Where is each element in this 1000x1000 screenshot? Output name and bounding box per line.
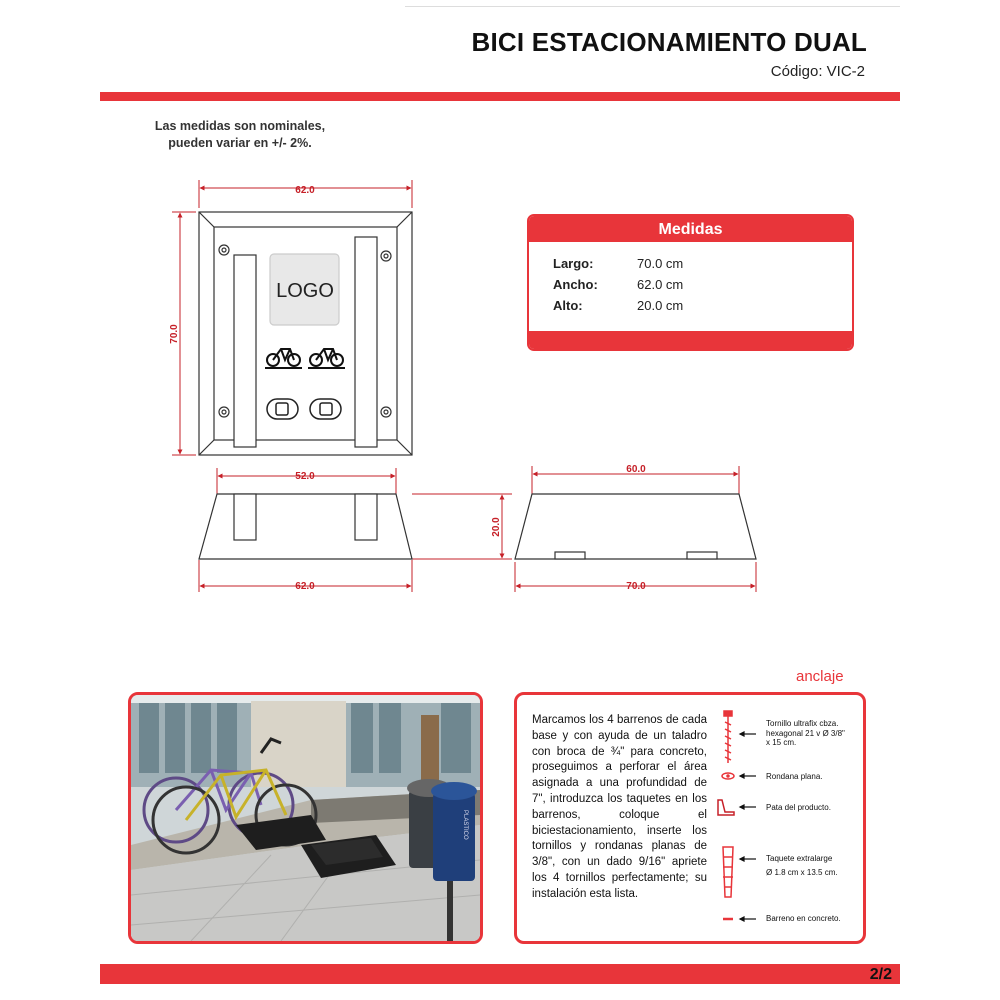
page-number: 2/2 [869, 966, 892, 983]
dim-side-top-width: 60.0 [626, 464, 646, 475]
screw-label-line1: Tornillo ultrafix cbza. [766, 719, 839, 728]
top-view [199, 212, 412, 455]
dim-height: 20.0 [491, 517, 502, 537]
leg-label: Pata del producto. [766, 803, 831, 812]
medidas-label: Ancho: [553, 277, 598, 292]
medidas-card [527, 214, 854, 351]
medidas-row-ancho [553, 277, 683, 292]
medidas-value: 20.0 cm [637, 298, 684, 313]
dim-top-width: 62.0 [295, 185, 315, 196]
footer-red-bar [100, 964, 900, 984]
medidas-label: Alto: [553, 298, 583, 313]
tolerance-note-line2: pueden variar en +/- 2%. [168, 136, 312, 150]
anchor-label [766, 854, 838, 877]
tolerance-note-line1: Las medidas son nominales, [154, 119, 326, 133]
medidas-value: 70.0 cm [637, 256, 684, 271]
side-view [515, 494, 756, 559]
screw-label-line3: x 15 cm. [766, 738, 797, 747]
anclaje-heading: anclaje [796, 668, 844, 685]
anchor-label-line1: Taquete extralarge [766, 854, 833, 863]
leg-icon [718, 800, 734, 815]
page-title: BICI ESTACIONAMIENTO DUAL [471, 27, 867, 57]
logo-text: LOGO [276, 280, 334, 302]
hardware-diagram [712, 707, 762, 937]
medidas-value: 62.0 cm [637, 277, 684, 292]
medidas-row-alto [553, 298, 683, 313]
product-code: Código: VIC-2 [770, 63, 865, 80]
anchor-label-line2: Ø 1.8 cm x 13.5 cm. [766, 867, 838, 877]
medidas-footer-bar [529, 331, 852, 349]
anchor-icon [723, 847, 733, 897]
washer-label: Rondana plana. [766, 772, 823, 781]
dim-side-bottom-width: 70.0 [626, 581, 646, 592]
anchoring-instructions-card [514, 692, 866, 944]
hole-label: Barreno en concreto. [766, 914, 841, 923]
dim-front-top-width: 52.0 [295, 471, 315, 482]
bin-label: PLASTICO [462, 810, 468, 840]
dim-front-bottom-width: 62.0 [295, 581, 315, 592]
photo-illustration [131, 695, 480, 941]
front-view [199, 494, 412, 559]
medidas-title: Medidas [529, 216, 852, 242]
medidas-label: Largo: [553, 256, 594, 271]
anchoring-instructions-text: Marcamos los 4 barrenos de cada base y con ayuda de un taladro con broca de ¾" para concreto, proseguimos a perforar el área asignada a una profundidad de 7", introduzca los taquetes en los barrenos, coloque el biciestacionamiento, inserte los tornillos y rondanas planas de 3/8", con un dado 9/16" apriete los 4 tornillos perfectamente; su instalación esta lista. [532, 714, 707, 900]
screw-label-line2: hexagonal 21 v Ø 3/8" [766, 728, 845, 738]
medidas-row-largo [553, 256, 683, 271]
screw-icon [724, 711, 732, 716]
screw-label [766, 719, 845, 748]
installation-photo [128, 692, 483, 944]
dim-top-height: 70.0 [169, 324, 180, 344]
